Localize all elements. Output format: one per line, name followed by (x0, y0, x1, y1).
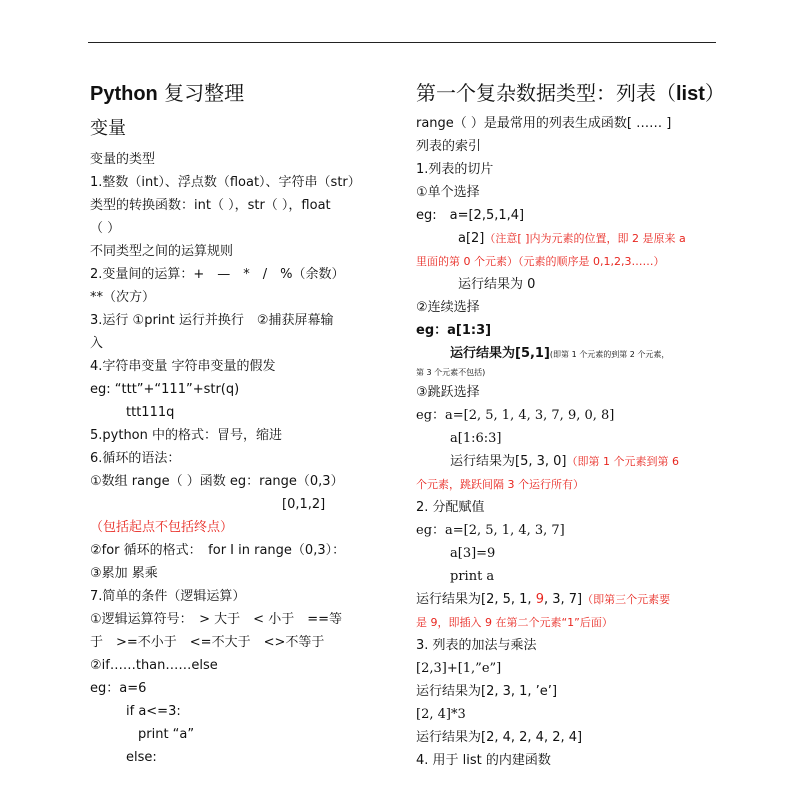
text-line: 5.python 中的格式：冒号，缩进 (90, 428, 283, 443)
text-line: ②连续选择 (416, 300, 480, 315)
text-line: 1.整数（int）、浮点数（float）、字符串（str） (90, 175, 361, 190)
top-rule (88, 42, 716, 43)
small-note: 第 3 个元素不包括) (416, 368, 486, 377)
code-output: 运行结果为[2, 5, 1, 9, 3, 7]（即第三个元素要 (416, 592, 671, 607)
text-line: 变量的类型 (90, 152, 156, 167)
code-line: a[1:6:3] (450, 431, 502, 446)
text-line: 入 (90, 336, 104, 351)
text-line: range（ ）是最常用的列表生成函数[ …… ] (416, 116, 672, 131)
section-heading-variables: 变量 (90, 118, 126, 139)
text-line: ①数组 range（ ）函数 eg：range（0,3） (90, 474, 344, 489)
code-line: eg：a[1:3] (416, 323, 492, 338)
code-output: ttt111q (126, 405, 175, 420)
code-line: a[3]=9 (450, 546, 496, 561)
code-output: [0,1,2] (282, 497, 326, 512)
red-note: 是 9，即插入 9 在第二个元素“1”后面） (416, 616, 613, 629)
text-line: 4.字符串变量 字符串变量的假发 (90, 359, 276, 374)
code-output: 运行结果为[2, 4, 2, 4, 2, 4] (416, 730, 583, 745)
red-note: （包括起点不包括终点） (90, 520, 234, 535)
red-note: 里面的第 0 个元素）（元素的顺序是 0,1,2,3……） (416, 255, 665, 268)
code-output: 运行结果为 0 (458, 277, 536, 292)
text-line: ③跳跃选择 (416, 385, 480, 400)
text-line: **（次方） (90, 290, 156, 305)
right-title: 第一个复杂数据类型：列表（list） (416, 81, 725, 105)
code-line: print “a” (138, 727, 195, 742)
code-line: eg：a=[2, 5, 1, 4, 3, 7] (416, 523, 565, 538)
text-line: 2. 分配赋值 (416, 500, 485, 515)
right-column (416, 78, 725, 772)
text-line: 类型的转换函数：int（ ），str（ ），float (90, 198, 331, 213)
text-line: 于 >=不小于 <=不大于 <>不等于 (90, 635, 325, 650)
code-line: a[2]（注意[ ]内为元素的位置，即 2 是原来 a (458, 231, 686, 246)
document-title: Python 复习整理 (90, 81, 245, 105)
code-output: 运行结果为[5,1](即第 1 个元素的到第 2 个元素， (450, 346, 670, 361)
text-line: 7.简单的条件（逻辑运算） (90, 589, 246, 604)
text-line: 3. 列表的加法与乘法 (416, 638, 537, 653)
code-line: [2,3]+[1,”e”] (416, 661, 502, 676)
text-line: ②if……than……else (90, 658, 218, 673)
code-line: print a (450, 569, 495, 584)
text-line: 列表的索引 (416, 139, 482, 154)
left-column (90, 78, 395, 769)
code-line: eg: “ttt”+“111”+str(q) (90, 382, 240, 397)
text-line: ③累加 累乘 (90, 566, 158, 581)
text-line: 3.运行 ①print 运行并换行 ②捕获屏幕输 (90, 313, 334, 328)
code-line: eg: a=[2,5,1,4] (416, 208, 525, 223)
text-line: ①逻辑运算符号： > 大于 < 小于 ==等 (90, 612, 342, 627)
red-note: 个元素，跳跃间隔 3 个运行所有） (416, 478, 584, 491)
text-line: 2.变量间的运算：+ — * / %（余数） (90, 267, 345, 282)
text-line: 1.列表的切片 (416, 162, 494, 177)
code-line: [2, 4]*3 (416, 707, 466, 722)
text-line: 4. 用于 list 的内建函数 (416, 753, 551, 768)
code-line: if a<=3: (126, 704, 181, 719)
text-line: 6.循环的语法： (90, 451, 181, 466)
code-line: eg：a=6 (90, 681, 147, 696)
code-line: else: (126, 750, 157, 765)
code-line: eg：a=[2, 5, 1, 4, 3, 7, 9, 0, 8] (416, 408, 615, 423)
code-output: 运行结果为[2, 3, 1, ’e’] (416, 684, 558, 699)
code-output: 运行结果为[5, 3, 0]（即第 1 个元素到第 6 (450, 454, 679, 469)
text-line: ②for 循环的格式： for I in range（0,3）： (90, 543, 346, 558)
text-line: ①单个选择 (416, 185, 480, 200)
text-line: （ ） (90, 221, 121, 236)
text-line: 不同类型之间的运算规则 (90, 244, 234, 259)
